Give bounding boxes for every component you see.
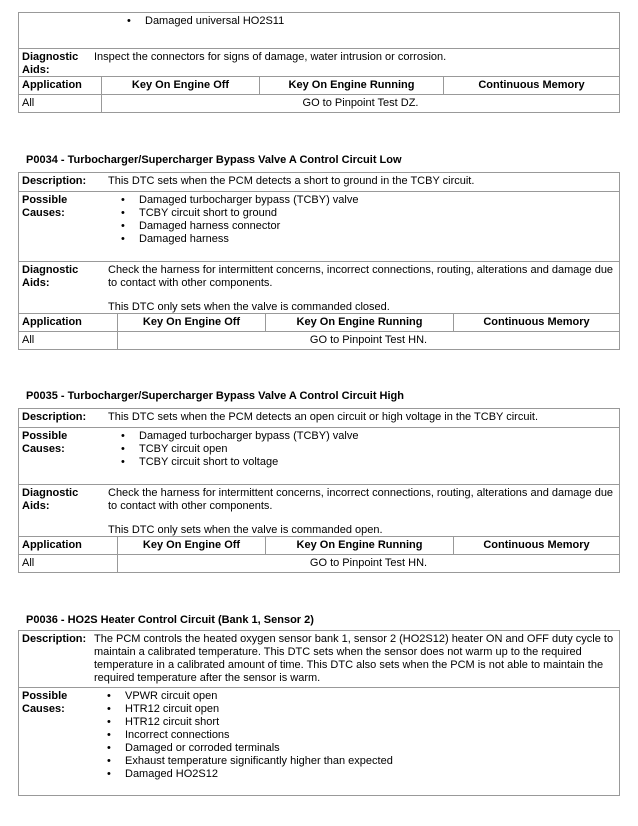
cause-item: • TCBY circuit open bbox=[113, 443, 616, 456]
application-value: All bbox=[22, 557, 35, 569]
dtc-title-p0036: P0036 - HO2S Heater Control Circuit (Bank 1, Sensor 2) bbox=[26, 614, 314, 626]
application-value: All bbox=[22, 334, 35, 346]
diagnostic-aids-text: Check the harness for intermittent concerns, incorrect connections, routing, alterations and damage due to contact with other components. bbox=[108, 487, 614, 512]
cause-item: • Incorrect connections bbox=[99, 729, 616, 742]
koer-header: Key On Engine Running bbox=[265, 537, 453, 554]
cause-item: • Damaged turbocharger bypass (TCBY) valve bbox=[113, 430, 616, 443]
dtc-title-p0034: P0034 - Turbocharger/Supercharger Bypass Valve A Control Circuit Low bbox=[26, 154, 402, 166]
cause-item: • Damaged HO2S12 bbox=[99, 768, 616, 781]
description-text: The PCM controls the heated oxygen sensor bank 1, sensor 2 (HO2S12) heater ON and OFF duty cycle to maintain a calibrated temperature. This DTC sets when the sensor does not warm up to the required temperature in a calibrated amount of time. This DTC also sets when the PCM is not able to maintain the required temperature after the sensor is warm. bbox=[94, 633, 614, 684]
cause-item: • TCBY circuit short to ground bbox=[113, 207, 616, 220]
cause-item: • VPWR circuit open bbox=[99, 690, 616, 703]
possible-causes-label: Possible Causes: bbox=[22, 194, 68, 219]
description-label: Description: bbox=[22, 411, 87, 423]
description-label: Description: bbox=[22, 175, 87, 187]
possible-causes-label: Possible Causes: bbox=[22, 690, 68, 715]
diagnostic-aids-text: Inspect the connectors for signs of damage, water intrusion or corrosion. bbox=[94, 51, 447, 63]
test-result: GO to Pinpoint Test DZ. bbox=[101, 95, 619, 112]
possible-causes-label: Possible Causes: bbox=[22, 430, 68, 455]
dtc-table-p0034 bbox=[18, 172, 620, 350]
cause-item: • Damaged or corroded terminals bbox=[99, 742, 616, 755]
application-header: Application bbox=[22, 539, 82, 551]
kooe-header: Key On Engine Off bbox=[117, 537, 265, 554]
description-text: This DTC sets when the PCM detects an open circuit or high voltage in the TCBY circuit. bbox=[108, 411, 539, 423]
diagnostic-aids-label: Diagnostic Aids: bbox=[22, 264, 79, 289]
cm-header: Continuous Memory bbox=[453, 314, 619, 331]
cause-item: • Damaged harness connector bbox=[113, 220, 616, 233]
application-header: Application bbox=[22, 79, 82, 91]
cm-header: Continuous Memory bbox=[453, 537, 619, 554]
diagnostic-aids-label: Diagnostic Aids: bbox=[22, 51, 79, 76]
koer-header: Key On Engine Running bbox=[265, 314, 453, 331]
description-text: This DTC sets when the PCM detects a short to ground in the TCBY circuit. bbox=[108, 175, 475, 187]
cause-item: • Exhaust temperature significantly higher than expected bbox=[99, 755, 616, 768]
dtc-title-p0035: P0035 - Turbocharger/Supercharger Bypass Valve A Control Circuit High bbox=[26, 390, 404, 402]
cm-header: Continuous Memory bbox=[443, 77, 619, 94]
test-result: GO to Pinpoint Test HN. bbox=[117, 332, 619, 349]
top-table bbox=[18, 12, 620, 113]
application-header: Application bbox=[22, 316, 82, 328]
test-result: GO to Pinpoint Test HN. bbox=[117, 555, 619, 572]
koer-header: Key On Engine Running bbox=[259, 77, 443, 94]
cause-item: • Damaged turbocharger bypass (TCBY) valve bbox=[113, 194, 616, 207]
diagnostic-aids-text: Check the harness for intermittent concerns, incorrect connections, routing, alterations and damage due to contact with other components. bbox=[108, 264, 614, 289]
dtc-table-p0036 bbox=[18, 630, 620, 796]
diagnostic-aids-label: Diagnostic Aids: bbox=[22, 487, 79, 512]
cause-item: • TCBY circuit short to voltage bbox=[113, 456, 616, 469]
description-label: Description: bbox=[22, 633, 87, 645]
kooe-header: Key On Engine Off bbox=[101, 77, 259, 94]
application-value: All bbox=[22, 97, 35, 109]
cause-item: • Damaged harness bbox=[113, 233, 616, 246]
cause-item: • HTR12 circuit open bbox=[99, 703, 616, 716]
dtc-table-p0035 bbox=[18, 408, 620, 573]
kooe-header: Key On Engine Off bbox=[117, 314, 265, 331]
cause-item: • Damaged universal HO2S11 bbox=[119, 15, 616, 28]
cause-item: • HTR12 circuit short bbox=[99, 716, 616, 729]
diagnostic-aids-note: This DTC only sets when the valve is commanded open. bbox=[108, 524, 383, 536]
diagnostic-aids-note: This DTC only sets when the valve is commanded closed. bbox=[108, 301, 390, 313]
